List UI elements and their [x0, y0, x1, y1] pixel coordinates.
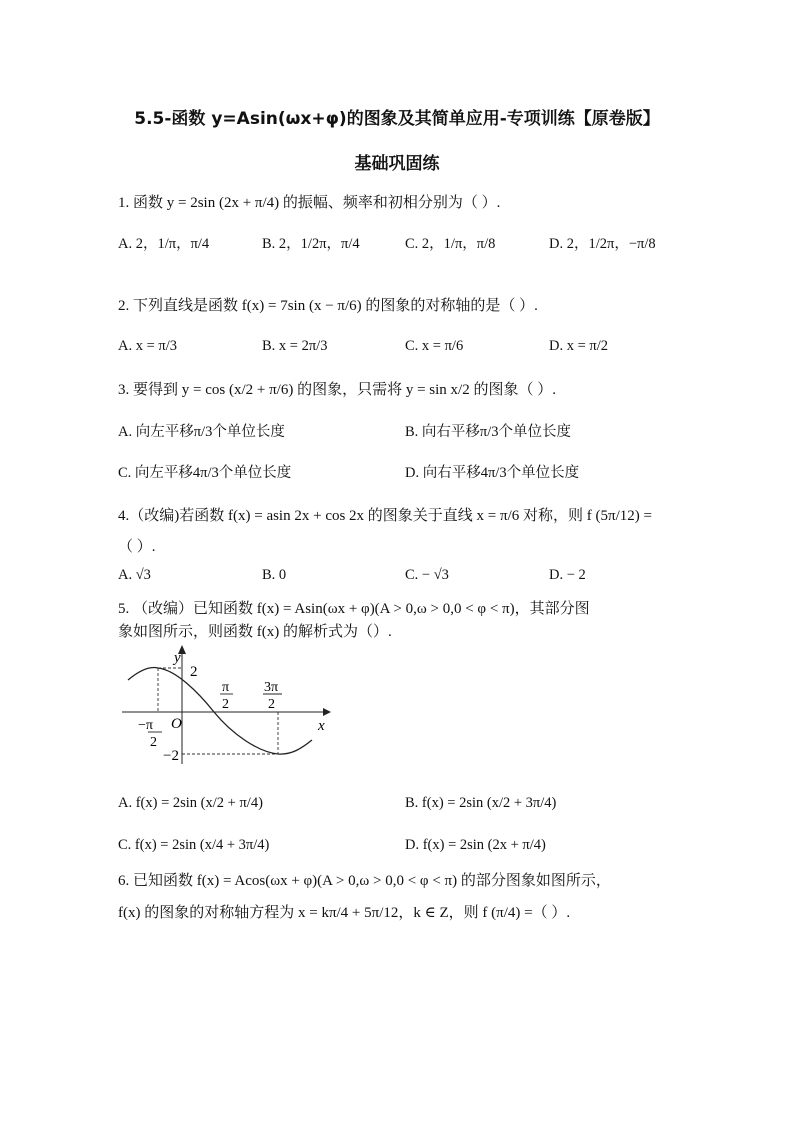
- document-title: 5.5-函数 y=Asin(ωx+φ)的图象及其简单应用-专项训练【原卷版】: [134, 109, 660, 129]
- pi-half-denominator: 2: [222, 697, 229, 712]
- three-pi-half-numerator: 3π: [264, 680, 279, 695]
- question-4-stem-cont: （ ）.: [118, 539, 156, 555]
- max-value-label: 2: [190, 664, 198, 680]
- three-pi-half-denominator: 2: [268, 697, 275, 712]
- neg-pi-half-numerator: −π: [138, 718, 153, 733]
- question-2-stem: 2. 下列直线是函数 f(x) = 7sin (x − π/6) 的图象的对称轴的是（ ）.: [118, 298, 538, 314]
- q3-option-c: C. 向左平移4π/3个单位长度: [118, 465, 292, 481]
- y-axis-label: y: [174, 650, 181, 666]
- question-3-stem: 3. 要得到 y = cos (x/2 + π/6) 的图象，只需将 y = sin x/2 的图象（ ）.: [118, 382, 556, 398]
- q5-option-d: D. f(x) = 2sin (2x + π/4): [405, 837, 546, 853]
- q4-option-d: D. − 2: [549, 567, 586, 583]
- q5-option-b: B. f(x) = 2sin (x/2 + 3π/4): [405, 795, 557, 811]
- section-heading: 基础巩固练: [354, 154, 440, 174]
- q3-option-a: A. 向左平移π/3个单位长度: [118, 424, 285, 440]
- q3-option-b: B. 向右平移π/3个单位长度: [405, 424, 572, 440]
- question-5-stem: 5. （改编）已知函数 f(x) = Asin(ωx + φ)(A > 0,ω > 0,0 < φ < π)，其部分图: [118, 601, 590, 617]
- q1-option-b: B. 2，1/2π，π/4: [262, 236, 360, 252]
- q2-option-c: C. x = π/6: [405, 338, 464, 354]
- q3-option-d: D. 向右平移4π/3个单位长度: [405, 465, 580, 481]
- q1-option-c: C. 2，1/π，π/8: [405, 236, 496, 252]
- question-1-stem: 1. 函数 y = 2sin (2x + π/4) 的振幅、频率和初相分别为（ ）.: [118, 195, 501, 211]
- q2-option-a: A. x = π/3: [118, 338, 177, 354]
- pi-half-numerator: π: [222, 680, 230, 695]
- q1-option-a: A. 2，1/π，π/4: [118, 236, 210, 252]
- q5-option-c: C. f(x) = 2sin (x/4 + 3π/4): [118, 837, 270, 853]
- q4-option-b: B. 0: [262, 567, 287, 583]
- sine-graph-figure: [118, 642, 333, 770]
- q5-option-a: A. f(x) = 2sin (x/2 + π/4): [118, 795, 263, 811]
- q1-option-d: D. 2，1/2π，−π/8: [549, 236, 656, 252]
- q2-option-b: B. x = 2π/3: [262, 338, 328, 354]
- question-4-stem: 4.（改编)若函数 f(x) = asin 2x + cos 2x 的图象关于直线 x = π/6 对称，则 f (5π/12) =: [118, 508, 652, 524]
- q2-option-d: D. x = π/2: [549, 338, 608, 354]
- question-6-stem-cont: f(x) 的图象的对称轴方程为 x = kπ/4 + 5π/12，k ∈ Z，则 f (π/4) =（ ）.: [118, 905, 571, 921]
- origin-label: O: [171, 716, 182, 732]
- x-axis-arrow: [323, 708, 331, 716]
- question-5-stem-cont: 象如图所示，则函数 f(x) 的解析式为（）.: [118, 624, 392, 640]
- q4-option-a: A. √3: [118, 567, 151, 583]
- neg-pi-half-denominator: 2: [150, 735, 157, 750]
- min-value-label: −2: [163, 748, 179, 764]
- x-axis-label: x: [318, 718, 325, 734]
- q4-option-c: C. − √3: [405, 567, 449, 583]
- question-6-stem: 6. 已知函数 f(x) = Acos(ωx + φ)(A > 0,ω > 0,0 < φ < π) 的部分图象如图所示，: [118, 873, 611, 889]
